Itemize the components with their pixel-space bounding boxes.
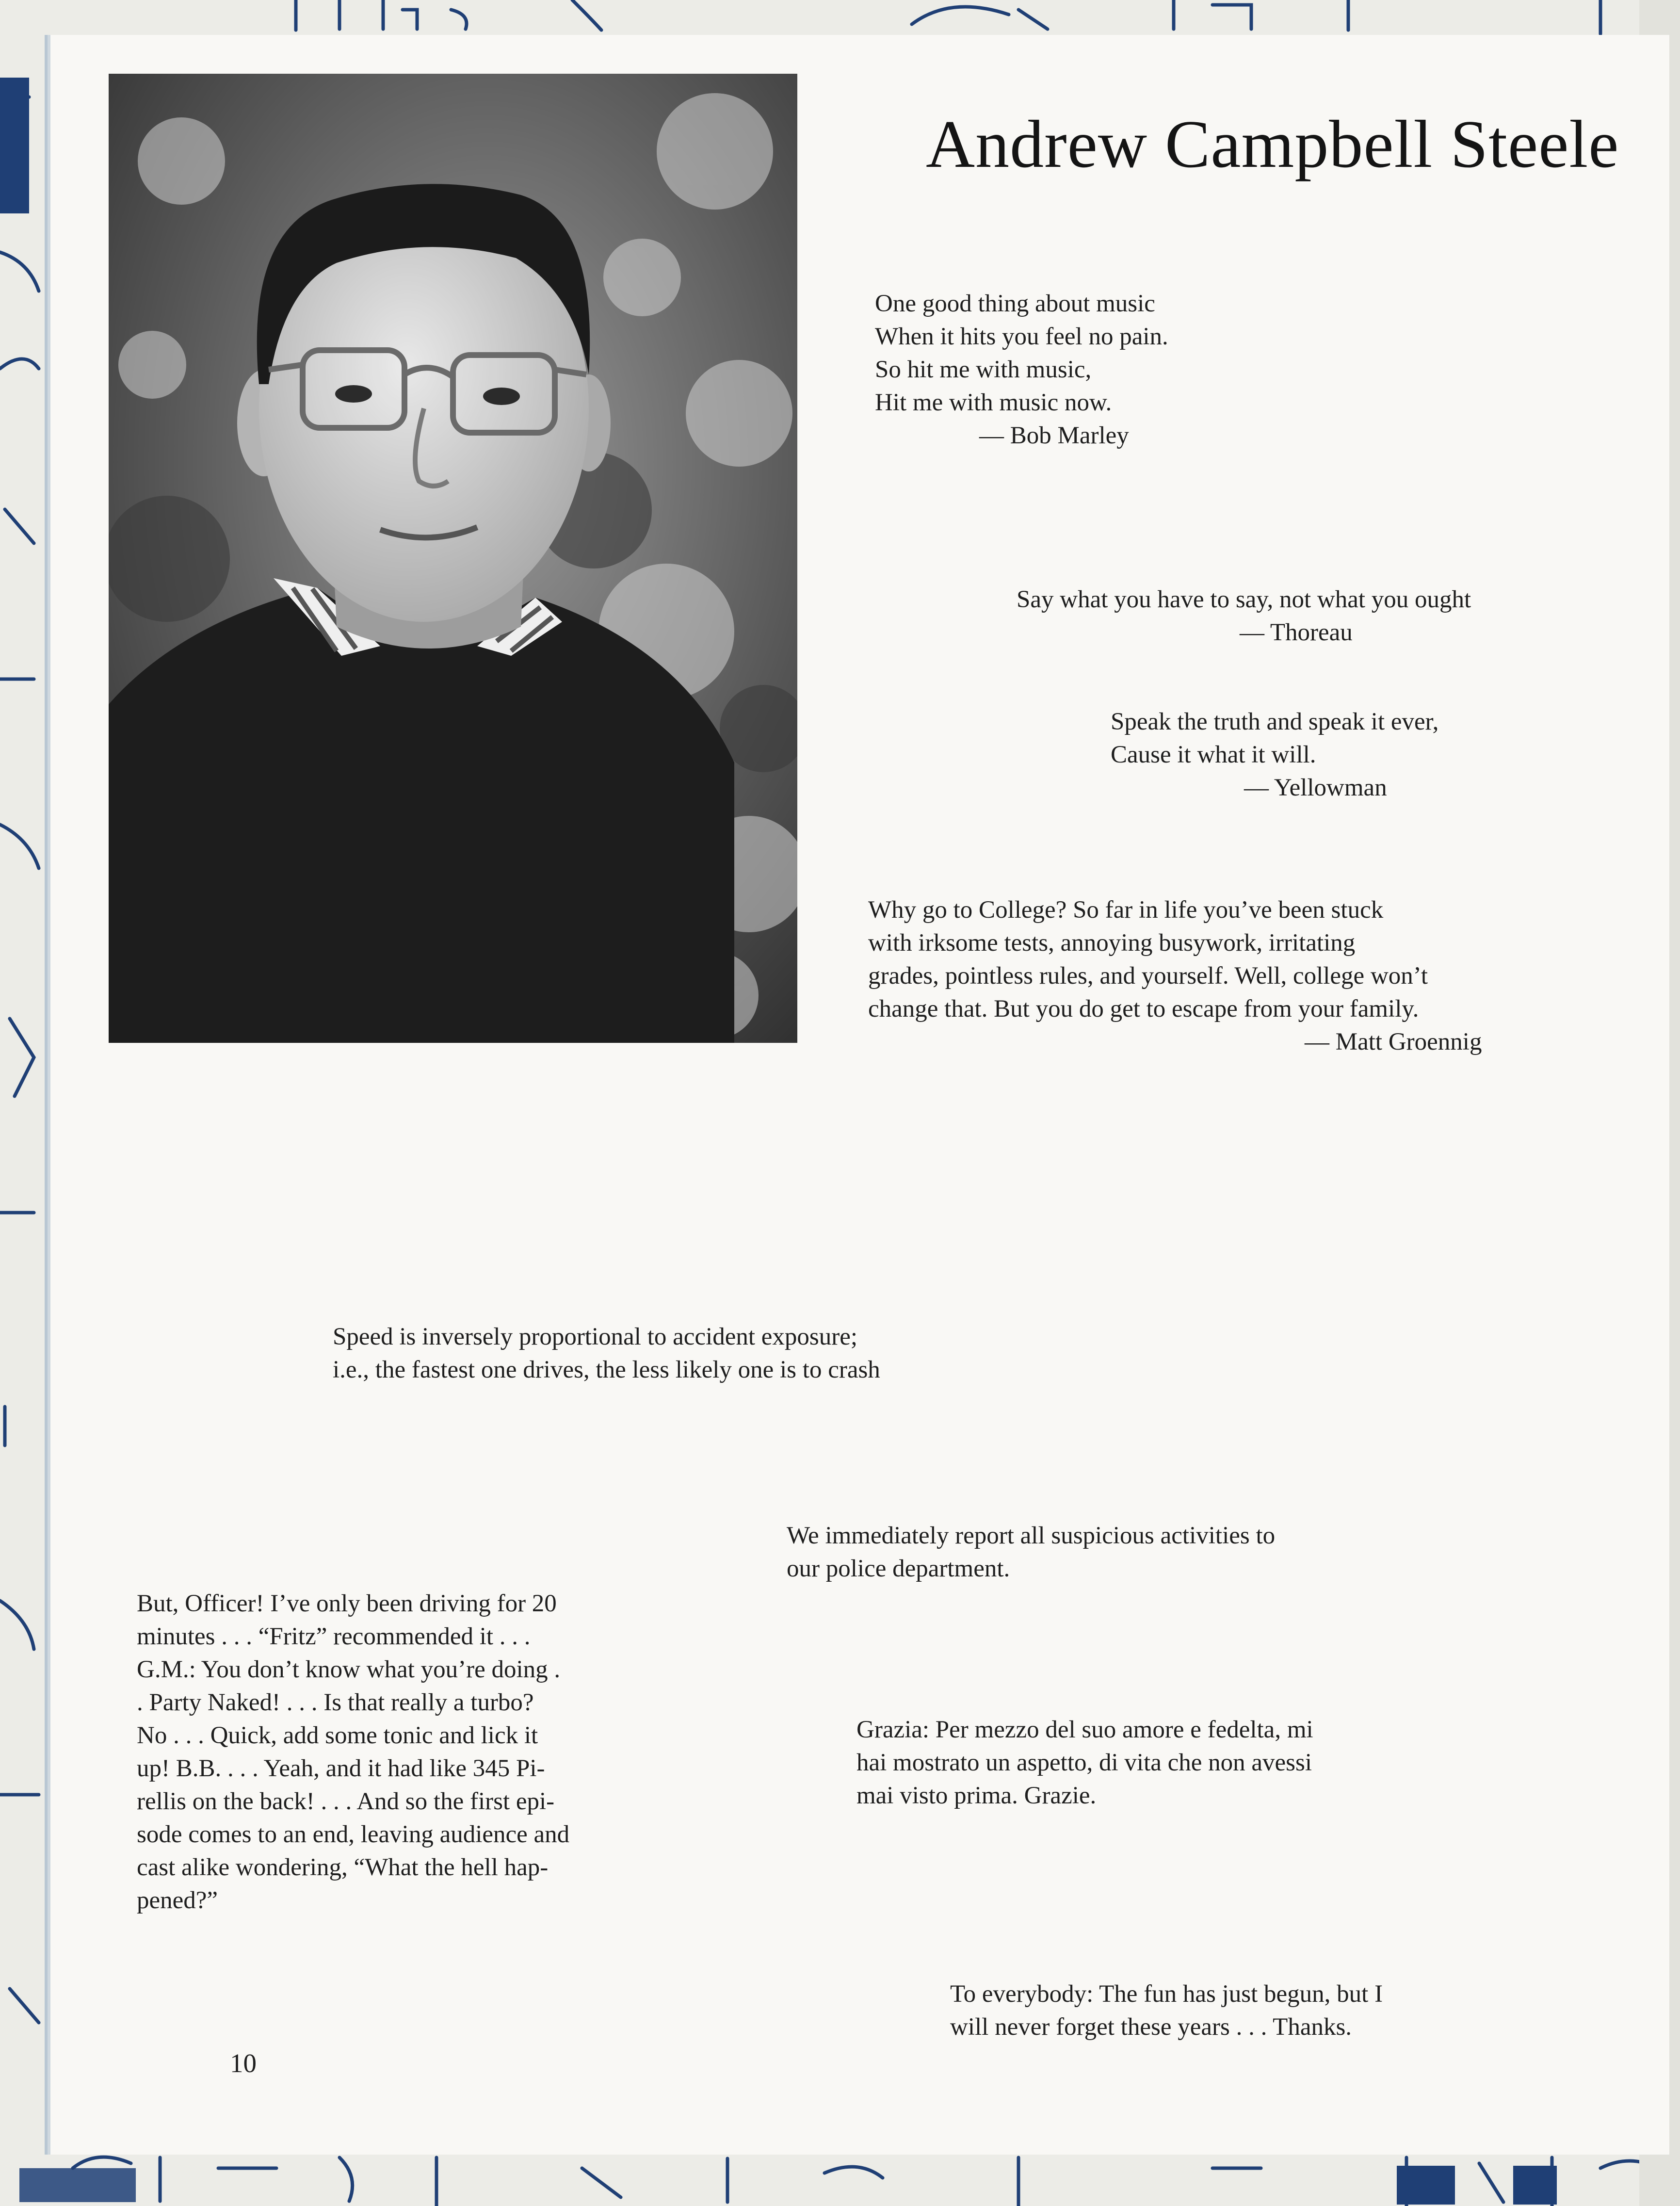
yearbook-page (50, 35, 1669, 2155)
quote-line: No . . . Quick, add some tonic and lick it (137, 1722, 538, 1749)
quote-line: i.e., the fastest one drives, the less likely one is to crash (333, 1356, 880, 1383)
quote-marley (875, 287, 1168, 452)
quote-line: When it hits you feel no pain. (875, 323, 1168, 350)
quote-line: Grazia: Per mezzo del suo amore e fedelta, mi (856, 1716, 1313, 1743)
quote-line: . Party Naked! . . . Is that really a turbo? (137, 1689, 534, 1716)
quote-line: Cause it what it will. (1111, 741, 1316, 768)
student-name: Andrew Campbell Steele (926, 107, 1619, 182)
quote-yellowman (1111, 705, 1438, 804)
quote-line: rellis on the back! . . . And so the first epi- (137, 1788, 555, 1815)
quote-line: with irksome tests, annoying busywork, irritating (868, 929, 1356, 957)
quote-line: will never forget these years . . . Thanks. (950, 2013, 1352, 2041)
quote-line: hai mostrato un aspetto, di vita che non avessi (856, 1749, 1312, 1776)
quote-line: G.M.: You don’t know what you’re doing . (137, 1656, 561, 1683)
quote-line: Speak the truth and speak it ever, (1111, 708, 1439, 735)
quote-line: grades, pointless rules, and yourself. Well, college won’t (868, 962, 1428, 989)
quote-grazia (856, 1713, 1313, 1812)
quote-line: Hit me with music now. (875, 389, 1112, 416)
quote-attribution: — Thoreau (1240, 619, 1353, 646)
quote-line: One good thing about music (875, 290, 1155, 317)
senior-portrait (109, 74, 797, 1043)
quote-line: up! B.B. . . . Yeah, and it had like 345 Pi- (137, 1755, 545, 1782)
quote-line: Say what you have to say, not what you ought (1017, 586, 1471, 613)
quote-police (787, 1519, 1275, 1585)
quote-officer (137, 1587, 569, 1917)
quote-groennig (868, 893, 1482, 1058)
quote-line: change that. But you do get to escape from your family. (868, 995, 1419, 1022)
quote-line: Why go to College? So far in life you’ve been stuck (868, 896, 1384, 924)
quote-attribution: — Yellowman (1244, 774, 1387, 801)
quote-thoreau (1017, 583, 1471, 649)
quote-line: So hit me with music, (875, 356, 1092, 383)
page-number: 10 (230, 2048, 257, 2078)
quote-attribution: — Bob Marley (979, 422, 1129, 449)
quote-line: To everybody: The fun has just begun, but I (950, 1980, 1383, 2008)
quote-line: cast alike wondering, “What the hell hap- (137, 1854, 549, 1881)
quote-line: We immediately report all suspicious activities to (787, 1522, 1276, 1549)
quote-line: sode comes to an end, leaving audience and (137, 1821, 570, 1848)
quote-line: But, Officer! I’ve only been driving for 20 (137, 1590, 557, 1617)
quote-speed (333, 1320, 880, 1386)
portrait-illustration (109, 74, 797, 1043)
quote-attribution: — Matt Groennig (1305, 1028, 1482, 1055)
quote-line: minutes . . . “Fritz” recommended it . . . (137, 1623, 531, 1650)
quote-line: mai visto prima. Grazie. (856, 1782, 1097, 1809)
quote-line: our police department. (787, 1555, 1010, 1582)
quote-line: Speed is inversely proportional to accident exposure; (333, 1323, 858, 1350)
quote-line: pened?” (137, 1887, 218, 1914)
quote-thanks (950, 1978, 1383, 2044)
